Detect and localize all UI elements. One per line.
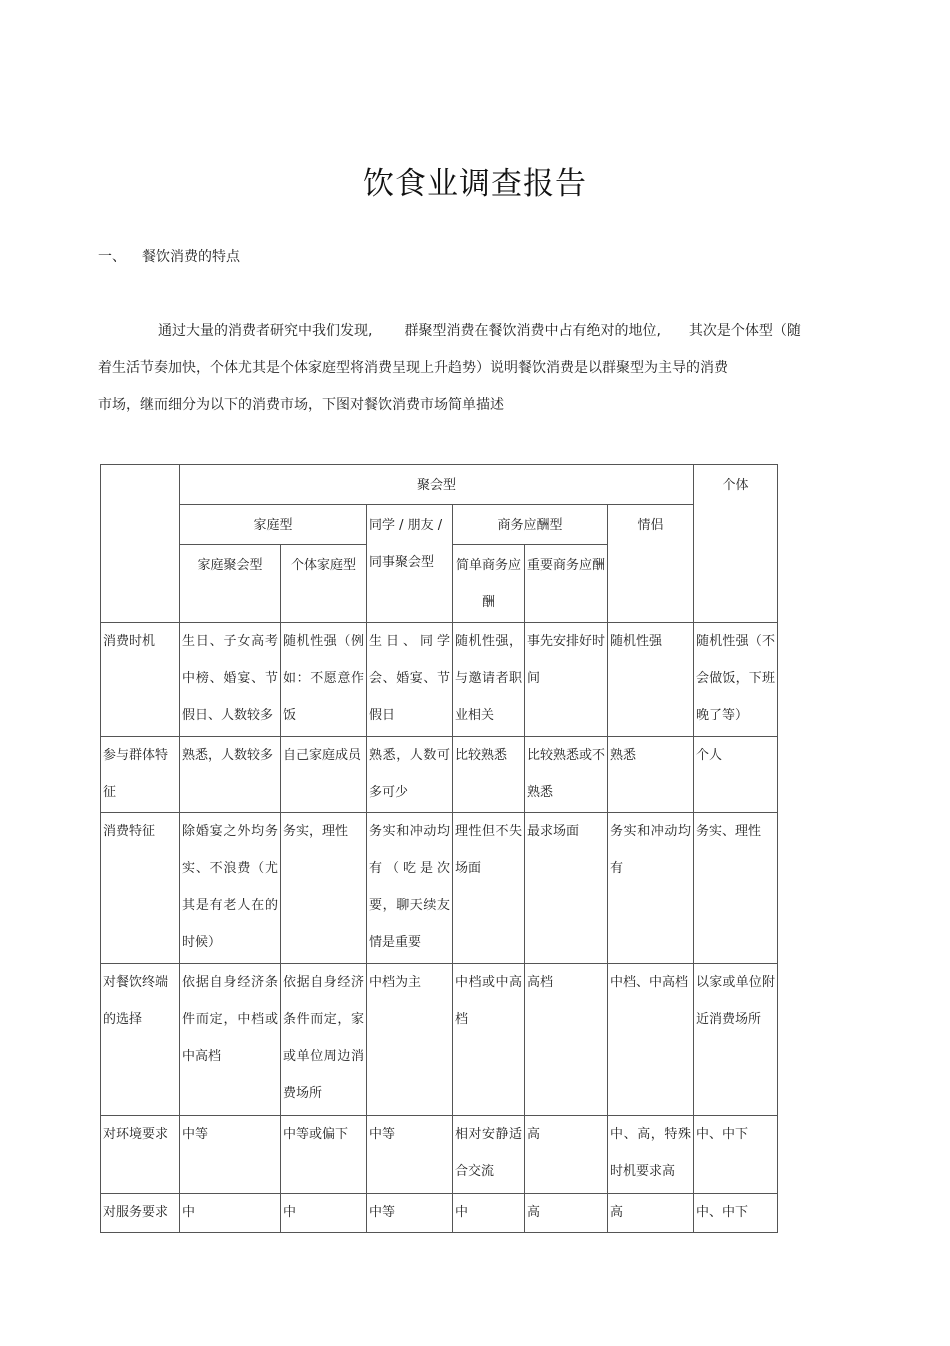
row-label: 消费时机 <box>101 623 180 737</box>
table-cell: 比较熟悉 <box>453 737 525 813</box>
header-corner-cell <box>101 465 180 623</box>
table-cell: 自己家庭成员 <box>281 737 367 813</box>
table-cell: 中 <box>180 1194 281 1233</box>
table-row <box>101 737 778 813</box>
table-cell: 随机性强，与邀请者职业相关 <box>453 623 525 737</box>
section-title: 餐饮消费的特点 <box>142 249 240 265</box>
row-label: 对餐饮终端的选择 <box>101 964 180 1116</box>
row-label: 参与群体特征 <box>101 737 180 813</box>
table-cell: 随机性强（不会做饭，下班晚了等） <box>694 623 778 737</box>
table-cell: 相对安静适合交流 <box>453 1116 525 1194</box>
header-geti-jiating: 个体家庭型 <box>281 545 367 623</box>
table-cell: 高档 <box>525 964 608 1116</box>
table-cell: 中 <box>453 1194 525 1233</box>
table-cell: 最求场面 <box>525 813 608 964</box>
table-cell: 务实，理性 <box>281 813 367 964</box>
table-cell: 除婚宴之外均务实、不浪费（尤其是有老人在的时候） <box>180 813 281 964</box>
table-cell: 中 <box>281 1194 367 1233</box>
document-title: 饮食业调查报告 <box>363 166 587 202</box>
table-row <box>101 623 778 737</box>
table-row <box>101 1116 778 1194</box>
table-cell: 中档或中高档 <box>453 964 525 1116</box>
table-cell: 中等 <box>367 1194 453 1233</box>
table-cell: 熟悉 <box>608 737 694 813</box>
intro-text-1a: 通过大量的消费者研究中我们发现, <box>158 323 373 339</box>
table-cell: 中等 <box>367 1116 453 1194</box>
row-label: 对环境要求 <box>101 1116 180 1194</box>
table-cell: 事先安排好时间 <box>525 623 608 737</box>
table-cell: 务实、理性 <box>694 813 778 964</box>
table-cell: 依据自身经济条件而定，家或单位周边消费场所 <box>281 964 367 1116</box>
header-jiating-juhui: 家庭聚会型 <box>180 545 281 623</box>
table-cell: 高 <box>525 1194 608 1233</box>
table-cell: 中、中下 <box>694 1116 778 1194</box>
table-cell: 中、中下 <box>694 1194 778 1233</box>
table-cell: 中等或偏下 <box>281 1116 367 1194</box>
table-cell: 依据自身经济条件而定，中档或中高档 <box>180 964 281 1116</box>
row-label: 消费特征 <box>101 813 180 964</box>
intro-line-1 <box>98 313 858 350</box>
row-label: 对服务要求 <box>101 1194 180 1233</box>
table-cell: 随机性强 <box>608 623 694 737</box>
intro-text-1b: 群聚型消费在餐饮消费中占有绝对的地位, <box>404 323 661 339</box>
intro-line-2: 着生活节奏加快，个体尤其是个体家庭型将消费呈现上升趋势）说明餐饮消费是以群聚型为主导的消费 <box>98 360 728 376</box>
header-tongxue: 同学 / 朋友 / 同事聚会型 <box>367 505 453 623</box>
table-cell: 以家或单位附近消费场所 <box>694 964 778 1116</box>
table-cell: 生日、子女高考中榜、婚宴、节假日、人数较多 <box>180 623 281 737</box>
header-shangwu: 商务应酬型 <box>453 505 608 545</box>
header-qinglv: 情侣 <box>608 505 694 623</box>
table-cell: 熟悉，人数可多可少 <box>367 737 453 813</box>
table-cell: 中、高，特殊时机要求高 <box>608 1116 694 1194</box>
header-group-juhui: 聚会型 <box>180 465 694 505</box>
table-cell: 务实和冲动均有（吃是次要，聊天续友情是重要 <box>367 813 453 964</box>
header-zhongyao-shangwu: 重要商务应酬 <box>525 545 608 623</box>
table-cell: 务实和冲动均有 <box>608 813 694 964</box>
table-cell: 中档、中高档 <box>608 964 694 1116</box>
table-cell: 高 <box>608 1194 694 1233</box>
intro-paragraph <box>98 313 858 424</box>
section-heading <box>98 246 240 266</box>
table-cell: 高 <box>525 1116 608 1194</box>
section-number: 一、 <box>98 249 126 265</box>
header-group-geti: 个体 <box>694 465 778 623</box>
table-cell: 生日、同学会、婚宴、节假日 <box>367 623 453 737</box>
consumption-table <box>100 464 778 1233</box>
header-jiating: 家庭型 <box>180 505 367 545</box>
table-row <box>101 813 778 964</box>
intro-line-3: 市场，继而细分为以下的消费市场，下图对餐饮消费市场简单描述 <box>98 397 504 413</box>
intro-text-1c: 其次是个体型（随 <box>688 323 801 339</box>
table-cell: 随机性强（例如：不愿意作饭 <box>281 623 367 737</box>
table-cell: 中档为主 <box>367 964 453 1116</box>
header-jiandan-shangwu: 简单商务应酬 <box>453 545 525 623</box>
table-cell: 比较熟悉或不熟悉 <box>525 737 608 813</box>
table-cell: 理性但不失场面 <box>453 813 525 964</box>
table-cell: 熟悉，人数较多 <box>180 737 281 813</box>
table-cell: 中等 <box>180 1116 281 1194</box>
table-row <box>101 964 778 1116</box>
table-cell: 个人 <box>694 737 778 813</box>
table-row <box>101 1194 778 1233</box>
